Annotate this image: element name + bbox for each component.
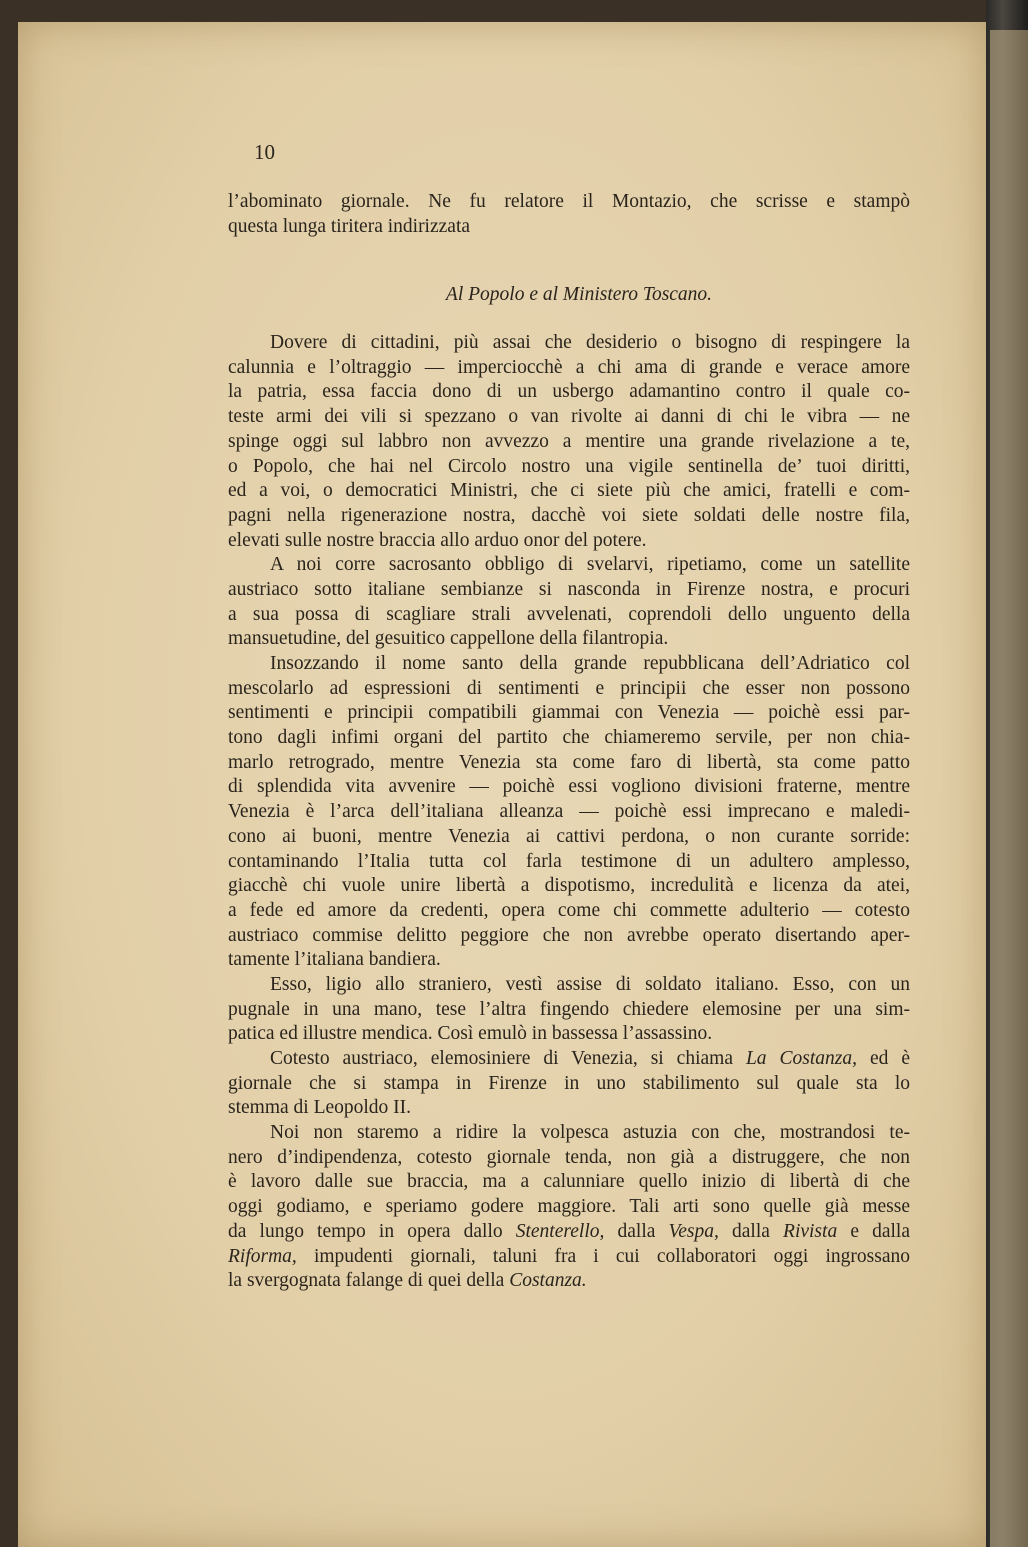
text-line [228, 504, 910, 529]
text-line [228, 356, 910, 381]
text-line [228, 1096, 910, 1121]
text-line [228, 677, 910, 702]
text-line [228, 1146, 910, 1171]
text-line [228, 430, 910, 455]
text-line [228, 1195, 910, 1220]
text-segment: e dalla [837, 1220, 910, 1242]
text-line [228, 529, 910, 554]
text-line [228, 1269, 910, 1294]
text-line [228, 800, 910, 825]
text-segment: pugnale in una mano, tese l’altra fingendo chiedere elemosine per una sim- [228, 998, 910, 1020]
text-line [228, 899, 910, 924]
text-line [228, 850, 910, 875]
text-segment: patica ed illustre mendica. Così emulò in bassessa l’assassino. [228, 1023, 713, 1045]
text-segment: contaminando l’Italia tutta col farla testimone di un adultero amplesso, [228, 850, 910, 872]
text-line [228, 1220, 910, 1245]
text-segment: Noi non staremo a ridire la volpesca astuzia con che, mostrandosi te- [270, 1122, 910, 1144]
text-segment: mescolarlo ad espressioni di sentimenti e principii che esser non possono [228, 677, 910, 699]
text-segment: spinge oggi sul labbro non avvezzo a mentire una grande rivelazione a te, [228, 430, 910, 452]
text-segment: nero d’indipendenza, cotesto giornale tenda, non già a distruggere, che non [228, 1146, 910, 1168]
intro-paragraph [228, 190, 910, 239]
text-segment: cono ai buoni, mentre Venezia ai cattivi perdona, o non curante sorride: [228, 825, 910, 847]
text-segment: Insozzando il nome santo della grande repubblicana dell’Adriatico col [270, 653, 910, 674]
text-segment: Venezia è l’arca dell’italiana alleanza — poichè essi imprecano e maledi- [228, 801, 910, 823]
text-line [228, 825, 910, 850]
text-line [228, 1047, 910, 1072]
text-segment: Cotesto austriaco, elemosiniere di Venezia, si chiama [270, 1048, 746, 1069]
text-line [228, 479, 910, 504]
italic-title: La Costanza, [745, 1048, 857, 1069]
italic-title: Riforma, [228, 1245, 297, 1267]
page-number: 10 [254, 140, 275, 164]
text-segment: ed a voi, o democratici Ministri, che ci siete più che amici, fratelli e com- [228, 480, 910, 502]
text-segment: calunnia e l’oltraggio — imperciocchè a chi ama di grande e verace amore [228, 356, 910, 378]
page-text [228, 190, 910, 1294]
text-segment: la patria, essa faccia dono di un usbergo adamantino contro il quale co- [228, 381, 910, 403]
text-line [228, 973, 910, 998]
text-line [228, 405, 910, 430]
text-line [228, 751, 910, 776]
text-segment: la svergognata falange di quei della [228, 1270, 510, 1292]
text-line [228, 775, 910, 800]
text-line [228, 1022, 910, 1047]
text-segment: pagni nella rigenerazione nostra, dacchè voi siete soldati delle nostre fila, [228, 504, 910, 526]
letter-body [228, 331, 910, 1294]
letter-heading: Al Popolo e al Ministero Toscano. [445, 284, 713, 306]
text-line [228, 331, 910, 356]
text-segment: mansuetudine, del gesuitico cappellone della filantropia. [228, 628, 669, 650]
text-segment: Dovere di cittadini, più assai che desiderio o bisogno di respingere la [270, 332, 910, 354]
text-segment: austriaco sotto italiane sembianze si nasconda in Firenze nostra, e procuri [228, 578, 910, 600]
text-line [228, 701, 910, 726]
text-line [228, 455, 910, 480]
text-line [228, 948, 910, 973]
text-line [228, 578, 910, 603]
paragraph [228, 973, 910, 1047]
text-segment: giornale che si stampa in Firenze in uno stabilimento sul quale sta lo [228, 1072, 910, 1094]
text-segment: A noi corre sacrosanto obbligo di svelarvi, ripetiamo, come un satellite [270, 554, 910, 576]
text-segment: è lavoro dalle sue braccia, ma a calunniare quello inizio di libertà di che [228, 1171, 910, 1193]
text-segment: l’abominato giornale. Ne fu relatore il Montazio, che scrisse e stampò [228, 191, 910, 212]
text-line [228, 215, 910, 240]
text-segment: giacchè chi vuole unire libertà a dispotismo, incredulità e licenza da atei, [228, 875, 910, 897]
text-segment: Esso, ligio allo straniero, vestì assise di soldato italiano. Esso, con un [270, 973, 910, 995]
text-segment: austriaco commise delitto peggiore che non avrebbe operato disertando aper- [228, 924, 910, 946]
text-segment: impudenti giornali, taluni fra i cui collaboratori oggi ingrossano [296, 1245, 910, 1267]
text-line [228, 603, 910, 628]
text-line [228, 1170, 910, 1195]
text-line [228, 726, 910, 751]
text-segment: a fede ed amore da credenti, opera come chi commette adulterio — cotesto [228, 899, 910, 921]
text-line [228, 874, 910, 899]
text-line [228, 380, 910, 405]
text-line [228, 924, 910, 949]
text-segment: sentimenti e principii compatibili giammai con Venezia — poichè essi par- [228, 702, 910, 724]
text-segment: ed è [857, 1048, 910, 1069]
text-segment: stemma di Leopoldo II. [228, 1097, 412, 1119]
text-line [228, 553, 910, 578]
text-segment: marlo retrogrado, mentre Venezia sta come faro di libertà, sta come patto [228, 751, 910, 773]
text-segment: o Popolo, che hai nel Circolo nostro una vigile sentinella de’ tuoi diritti, [228, 455, 910, 477]
text-segment: tamente l’italiana bandiera. [228, 949, 441, 971]
text-segment: questa lunga tiritera indirizzata [228, 215, 471, 237]
text-segment: da lungo tempo in opera dallo [228, 1220, 516, 1242]
italic-title: Rivista [783, 1220, 838, 1242]
text-segment: dalla [604, 1220, 669, 1242]
text-line [228, 1121, 910, 1146]
text-segment: teste armi dei vili si spezzano o van rivolte ai danni di chi le vibra — ne [228, 406, 910, 428]
next-page-edge [990, 30, 1028, 1547]
text-segment: tono dagli infimi organi del partito che chiameremo servile, per non chia- [228, 727, 910, 749]
text-segment: elevati sulle nostre braccia allo arduo onor del potere. [228, 529, 647, 551]
text-segment: oggi godiamo, e speriamo godere maggiore. Tali arti sono quelle già messe [228, 1196, 910, 1218]
text-line [228, 627, 910, 652]
text-segment: a sua possa di scagliare strali avvelenati, coprendoli dello unguento della [228, 603, 910, 625]
paragraph [228, 652, 910, 973]
text-line [228, 652, 910, 677]
text-line [228, 190, 910, 215]
text-segment: di splendida vita avvenire — poichè essi vogliono divisioni fraterne, mentre [228, 776, 910, 798]
italic-title: Vespa, [668, 1220, 719, 1242]
paragraph [228, 331, 910, 553]
paragraph [228, 553, 910, 652]
italic-title: Costanza. [509, 1270, 587, 1292]
text-line [228, 998, 910, 1023]
italic-title: Stenterello, [515, 1220, 605, 1242]
paragraph [228, 1121, 910, 1294]
text-line [228, 1072, 910, 1097]
text-segment: dalla [718, 1220, 784, 1242]
text-line [228, 1245, 910, 1270]
paragraph [228, 1047, 910, 1121]
